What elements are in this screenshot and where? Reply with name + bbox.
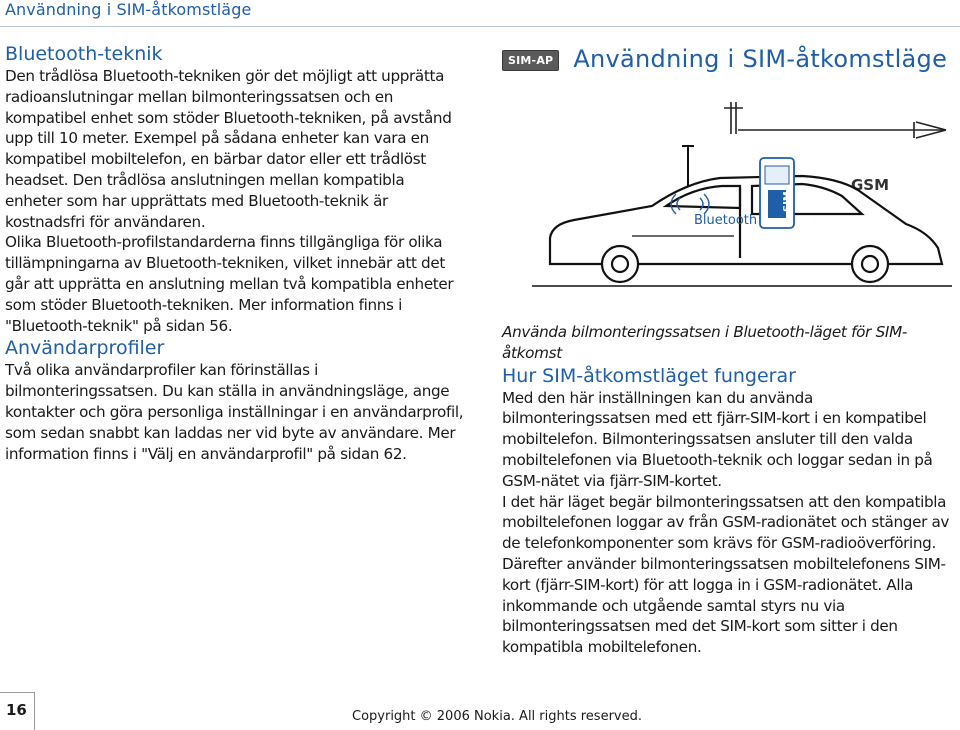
user-profiles-paragraph: Två olika användarprofiler kan förinställas i bilmonteringssatsen. Du kan ställa in användningsläge, ange kontakter och göra personliga inställningar i en användarprofil, som sedan snabbt kan laddas ner vid byte av användare. Mer information finns i "Välj en användarprofil" på sidan 62. (5, 361, 464, 463)
bluetooth-paragraph-2: Olika Bluetooth-profilstandarderna finns tillgängliga för olika tillämpningarna av Bluetooth-tekniken, vilket innebär att det går att upprätta en anslutning mellan två kompatibla enheter som stöder Bluetooth-tekniken. Mer information finns i "Bluetooth-teknik" på sidan 56. (5, 233, 454, 335)
car-antenna-icon (682, 146, 694, 186)
title-row (502, 42, 960, 76)
bluetooth-paragraph-1: Den trådlösa Bluetooth-tekniken gör det möjligt att upprätta radioanslutningar mellan bilmonteringssatsen och en kompatibel enhet som stöder Bluetooth-tekniken, på avstånd upp till 10 meter. Exempel på sådana enheter kan vara en kompatibel mobiltelefon, en bärbar dator eller ett trådlöst headset. Den trådlösa anslutningen mellan kompatibla enheter som har upprättats med Bluetooth-teknik är kostnadsfri för användaren. (5, 67, 452, 231)
right-column (502, 42, 960, 658)
how-it-works-heading: Hur SIM-åtkomstläget fungerar (502, 364, 796, 387)
page-title: Användning i SIM-åtkomstläge (573, 45, 948, 73)
gsm-mast-icon (724, 102, 946, 138)
running-header: Användning i SIM-åtkomstläge (5, 0, 252, 19)
car-illustration-svg (502, 98, 960, 318)
gsm-label: GSM (851, 176, 890, 194)
how-it-works-paragraph-2: I det här läget begär bilmonteringssatsen att den kompatibla mobiltelefonen loggar av från GSM-radionätet och stänger av de telefonkomponenter som krävs för GSM-radioöverföring. Därefter använder bilmonteringssatsen mobiltelefonens SIM-kort (fjärr-SIM-kort) för att logga in i GSM-radionätet. Alla inkommande och utgående samtal styrs nu via bilmonteringssatsen med det SIM-kort som sitter i den kompatibla mobiltelefonen. (502, 492, 950, 657)
copyright-notice: Copyright © 2006 Nokia. All rights reserved. (352, 709, 642, 724)
user-profiles-heading: Användarprofiler (5, 337, 165, 360)
figure-caption: Använda bilmonteringssatsen i Bluetooth-läget för SIM-åtkomst (502, 323, 908, 362)
left-column (5, 42, 465, 464)
header-divider (0, 26, 960, 27)
sim-label: SIM (782, 191, 793, 212)
how-it-works-paragraph-1: Med den här inställningen kan du använda bilmonteringssatsen med ett fjärr-SIM-kort i en kompatibel mobiltelefon. Bilmonteringssatsen ansluter till den valda mobiltelefonen via Bluetooth-teknik och loggar sedan in på GSM-nätet via fjärr-SIM-kortet. (502, 388, 933, 490)
bluetooth-label: Bluetooth (694, 213, 758, 228)
page-number: 16 (6, 701, 27, 719)
car-sim-access-illustration (502, 98, 960, 318)
bluetooth-heading: Bluetooth-teknik (5, 43, 163, 65)
sim-ap-badge: SIM-AP (502, 50, 559, 71)
